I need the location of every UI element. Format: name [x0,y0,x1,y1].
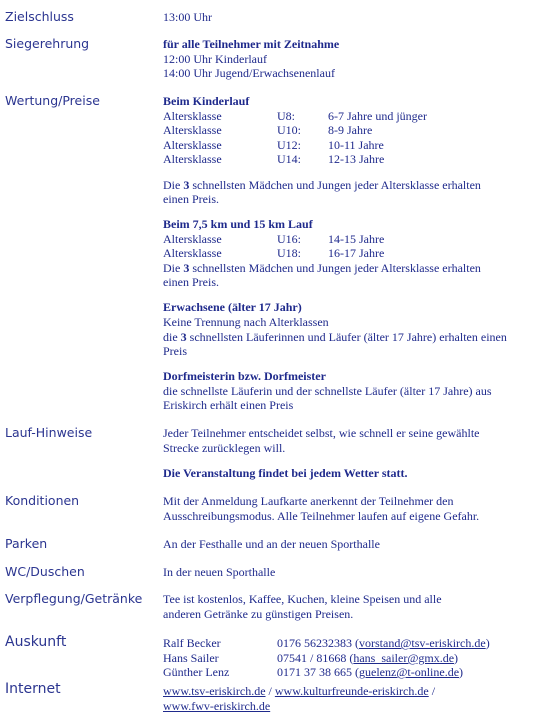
hinweise-text: Jeder Teilnehmer entscheidet selbst, wie schnell er seine gewählte [163,426,480,440]
zielschluss-value: 13:00 Uhr [163,10,212,24]
siegerehrung-line: 12:00 Uhr Kinderlauf [163,52,267,66]
parken-value: An der Festhalle und an der neuen Sporthalle [163,537,380,551]
hinweise-text: Strecke zurücklegen will. [163,441,286,455]
konditionen-text: Mit der Anmeldung Laufkarte anerkennt der Teilnehmer den [163,494,454,508]
verpflegung-text: Tee ist kostenlos, Kaffee, Kuchen, kleine Speisen und alle [163,592,442,606]
label-internet: Internet [5,681,61,697]
class-code: U14: [277,152,301,166]
class-label: Altersklasse [163,138,222,152]
contact-name: Ralf Becker [163,636,221,650]
website-link[interactable]: www.kulturfreunde-eriskirch.de [274,684,429,698]
class-label: Altersklasse [163,152,222,166]
label-siegerehrung: Siegerehrung [5,36,90,51]
class-age: 12-13 Jahre [328,152,385,166]
label-wc: WC/Duschen [5,564,85,579]
class-code: U12: [277,138,301,152]
contact-phone: 0176 56232383 (vorstand@tsv-eriskirch.de) [277,636,490,650]
class-code: U10: [277,123,301,137]
class-code: U18: [277,246,301,260]
class-age: 14-15 Jahre [328,232,385,246]
dorfmeister-heading: Dorfmeisterin bzw. Dorfmeister [163,369,326,383]
dorfmeister-text: Eriskirch erhält einen Preis [163,398,294,412]
contact-email-link[interactable]: vorstand@tsv-eriskirch.de [359,636,486,650]
contact-phone: 07541 / 81668 (hans_sailer@gmx.de) [277,651,459,665]
siegerehrung-line: 14:00 Uhr Jugend/Erwachsenenlauf [163,66,335,80]
label-verpflegung: Verpflegung/Getränke [5,591,143,606]
lauf-prize-text: einen Preis. [163,275,219,289]
erwachsene-text: Keine Trennung nach Alterklassen [163,315,329,329]
kinder-prize-text: einen Preis. [163,192,219,206]
erwachsene-heading: Erwachsene (älter 17 Jahr) [163,300,302,314]
lauf-prize-text: Die 3 schnellsten Mädchen und Jungen jeder Altersklasse erhalten [163,261,481,275]
hinweise-wetter: Die Veranstaltung findet bei jedem Wetter statt. [163,466,408,480]
website-link[interactable]: www.tsv-eriskirch.de [163,684,266,698]
class-label: Altersklasse [163,232,222,246]
dorfmeister-text: die schnellste Läuferin und der schnellste Läufer (älter 17 Jahre) aus [163,384,492,398]
wc-value: In der neuen Sporthalle [163,565,276,579]
contact-name: Hans Sailer [163,651,219,665]
class-age: 16-17 Jahre [328,246,385,260]
contact-email-link[interactable]: guelenz@t-online.de [359,665,460,679]
internet-links: www.tsv-eriskirch.de / www.kulturfreunde-eriskirch.de / [163,684,436,698]
label-zielschluss: Zielschluss [5,9,74,24]
label-auskunft: Auskunft [5,634,67,650]
kinder-prize-text: Die 3 schnellsten Mädchen und Jungen jeder Altersklasse erhalten [163,178,481,192]
class-age: 6-7 Jahre und jünger [328,109,427,123]
contact-email-link[interactable]: hans_sailer@gmx.de [353,651,455,665]
contact-name: Günther Lenz [163,665,230,679]
erwachsene-text: die 3 schnellsten Läuferinnen und Läufer (älter 17 Jahre) erhalten einen [163,330,507,344]
label-wertung: Wertung/Preise [5,93,100,108]
label-konditionen: Konditionen [5,493,80,508]
erwachsene-text: Preis [163,344,187,358]
lauf-heading: Beim 7,5 km und 15 km Lauf [163,217,313,231]
internet-links [163,699,270,713]
class-code: U8: [277,109,295,123]
label-hinweise: Lauf-Hinweise [5,425,93,440]
class-label: Altersklasse [163,123,222,137]
class-label: Altersklasse [163,246,222,260]
class-age: 8-9 Jahre [328,123,373,137]
konditionen-text: Ausschreibungsmodus. Alle Teilnehmer laufen auf eigene Gefahr. [163,509,480,523]
kinderlauf-heading: Beim Kinderlauf [163,94,250,108]
website-link[interactable]: www.fwv-eriskirch.de [163,699,271,713]
contact-phone: 0171 37 38 665 (guelenz@t-online.de) [277,665,464,679]
siegerehrung-heading: für alle Teilnehmer mit Zeitnahme [163,37,340,51]
label-parken: Parken [5,536,48,551]
class-code: U16: [277,232,301,246]
class-label: Altersklasse [163,109,222,123]
verpflegung-text: anderen Getränke zu günstigen Preisen. [163,607,354,621]
class-age: 10-11 Jahre [328,138,384,152]
